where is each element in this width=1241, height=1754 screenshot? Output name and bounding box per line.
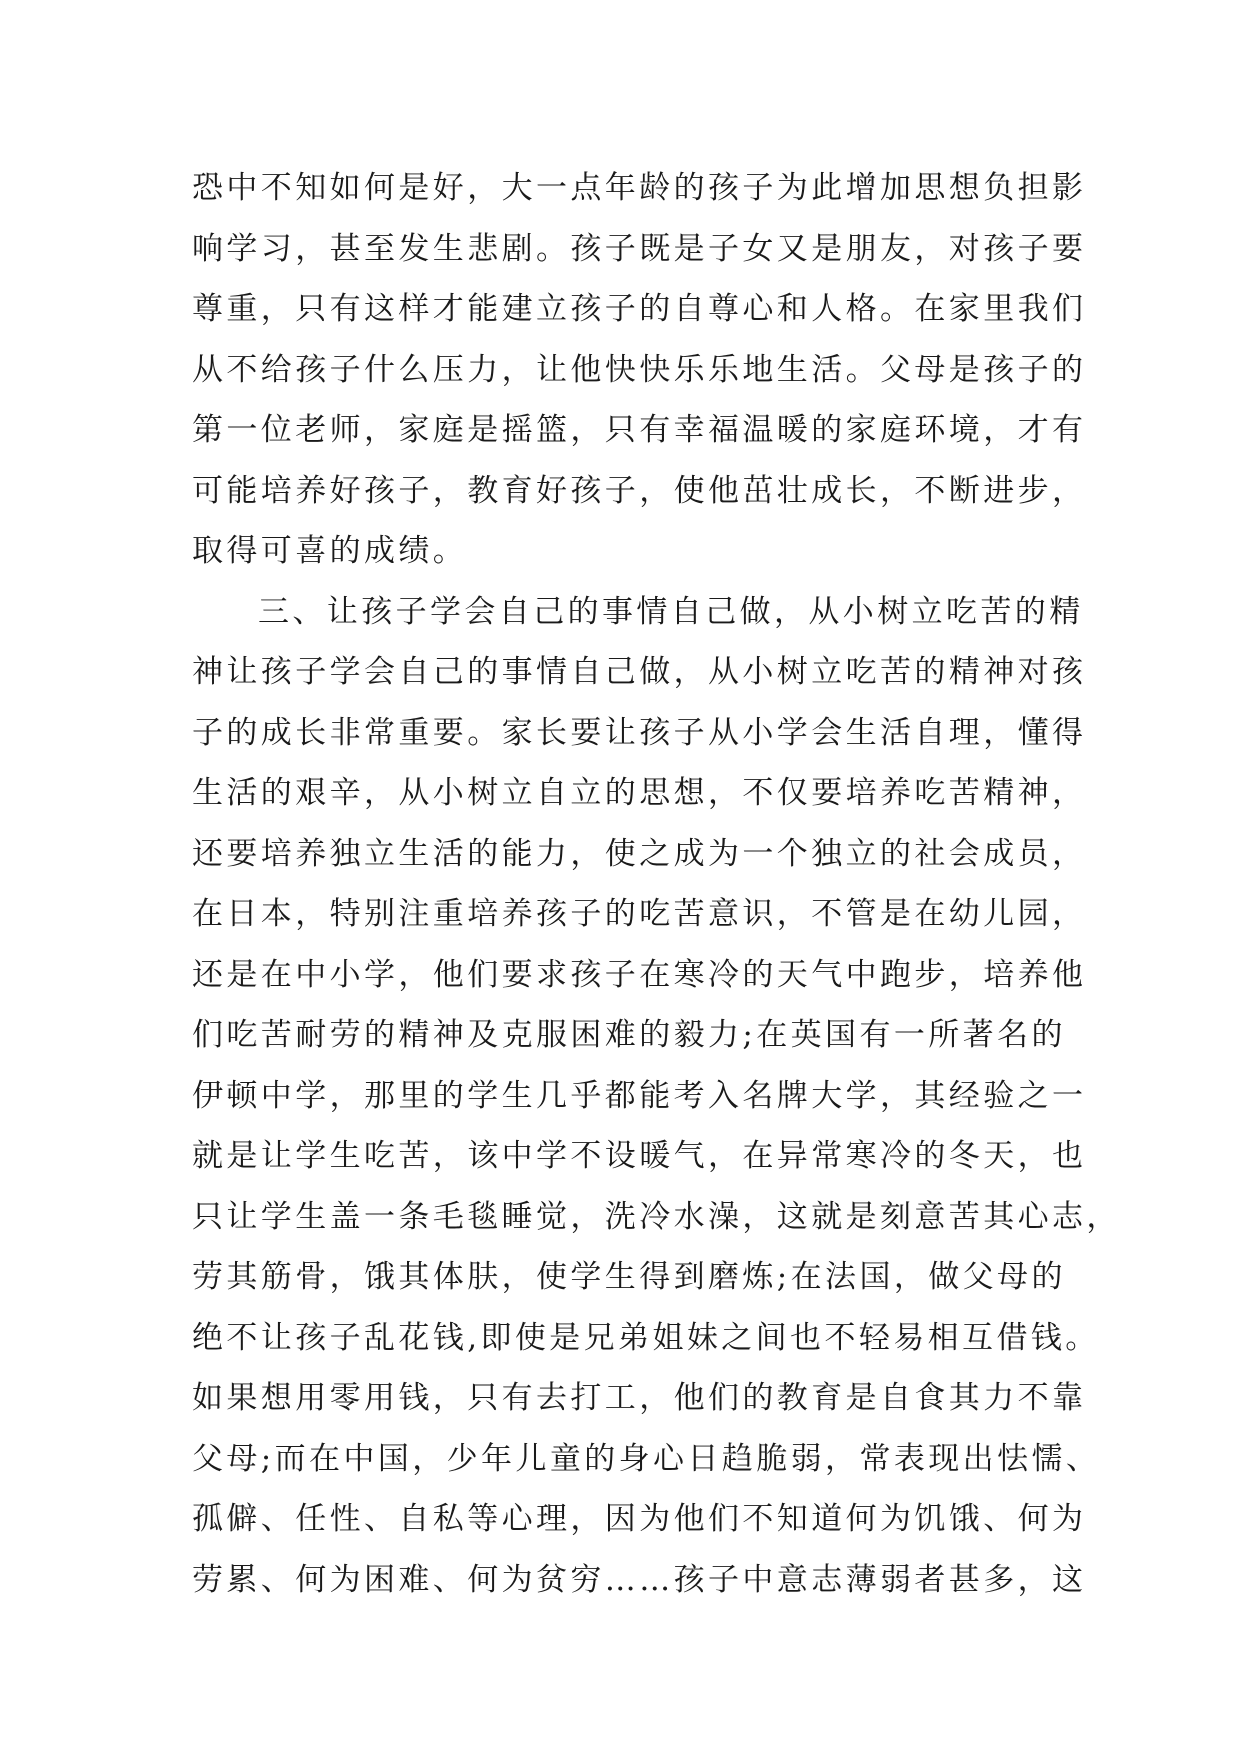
- text-line: 伊顿中学，那里的学生几乎都能考入名牌大学，其经验之一: [192, 1077, 1087, 1114]
- text-line: 只让学生盖一条毛毯睡觉，洗冷水澡，这就是刻意苦其心志，: [192, 1198, 1121, 1235]
- text-line: 绝不让孩子乱花钱,即使是兄弟姐妹之间也不轻易相互借钱。: [192, 1319, 1100, 1356]
- text-line: 劳累、何为困难、何为贫穷……孩子中意志薄弱者甚多，这: [192, 1561, 1087, 1598]
- section-heading-line: 三、让孩子学会自己的事情自己做，从小树立吃苦的精: [258, 593, 1084, 630]
- text-line: 尊重，只有这样才能建立孩子的自尊心和人格。在家里我们: [192, 291, 1087, 327]
- text-line: 响学习，甚至发生悲剧。孩子既是子女又是朋友，对孩子要: [192, 230, 1087, 267]
- text-line: 恐中不知如何是好，大一点年龄的孩子为此增加思想负担影: [192, 170, 1087, 206]
- body-text: [192, 158, 1121, 1610]
- text-line: 如果想用零用钱，只有去打工，他们的教育是自食其力不靠: [192, 1380, 1087, 1416]
- text-line: 从不给孩子什么压力，让他快快乐乐地生活。父母是孩子的: [192, 351, 1087, 388]
- text-line: 们吃苦耐劳的精神及克服困难的毅力;在英国有一所著名的: [192, 1017, 1066, 1053]
- text-line: 在日本，特别注重培养孩子的吃苦意识，不管是在幼儿园，: [192, 896, 1087, 932]
- text-line: 还要培养独立生活的能力，使之成为一个独立的社会成员，: [192, 835, 1087, 872]
- text-line: 可能培养好孩子，教育好孩子，使他茁壮成长，不断进步，: [192, 472, 1087, 509]
- text-line: 取得可喜的成绩。: [192, 533, 468, 569]
- text-line: 子的成长非常重要。家长要让孩子从小学会生活自理，懂得: [192, 714, 1087, 751]
- text-line: 劳其筋骨，饿其体肤，使学生得到磨炼;在法国，做父母的: [192, 1259, 1066, 1295]
- text-line: 神让孩子学会自己的事情自己做，从小树立吃苦的精神对孩: [192, 654, 1087, 690]
- text-line: 第一位老师，家庭是摇篮，只有幸福温暖的家庭环境，才有: [192, 412, 1087, 448]
- text-line: 生活的艰辛，从小树立自立的思想，不仅要培养吃苦精神，: [192, 775, 1087, 811]
- text-line: 就是让学生吃苦，该中学不设暖气，在异常寒冷的冬天，也: [192, 1138, 1087, 1174]
- text-line: 孤僻、任性、自私等心理，因为他们不知道何为饥饿、何为: [192, 1501, 1087, 1537]
- text-line: 父母;而在中国，少年儿童的身心日趋脆弱，常表现出怯懦、: [192, 1440, 1101, 1477]
- text-line: 还是在中小学，他们要求孩子在寒冷的天气中跑步，培养他: [192, 956, 1087, 993]
